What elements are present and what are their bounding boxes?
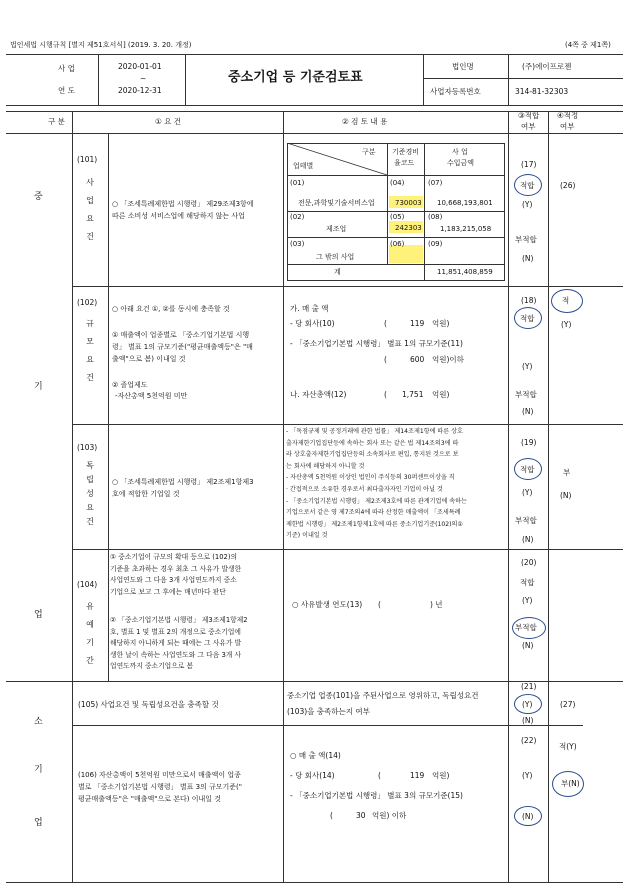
r106-rev-b-val: 119	[410, 771, 425, 780]
row-industry: 전문,과학및기술서비스업	[298, 199, 375, 207]
col-header-review: ② 검 토 내 용	[342, 117, 388, 126]
r103-col4-b: (N)	[560, 491, 572, 500]
r105-rev-1: 중소기업 업종(101)을 주된사업으로 영위하고, 독립성요건	[287, 691, 479, 700]
r103-req-2: 호에 적합한 기업일 것	[112, 490, 180, 498]
r102-rev-e-val: 1,751	[402, 390, 424, 399]
r106-rev-d-val: 30	[356, 811, 366, 820]
r101-fit-no: (17)	[521, 160, 537, 169]
r106-unfit-n: (N)	[522, 812, 534, 821]
r106-rev-b: - 당 회사(14)	[290, 771, 335, 780]
col-header-fit3-b: 여부	[521, 122, 536, 131]
r102-rev-a: 가. 매 출 액	[290, 304, 329, 313]
r102-fit-circle	[514, 307, 542, 329]
r102-fit-no: (18)	[521, 296, 537, 305]
r104-req-a: ① 중소기업이 규모의 확대 등으로 (102)의 기준을 초과하는 경우 최초 그 사유가 발생한 사업연도와 그 다음 3개 사업연도까지 중소 기업으로 보고 그 후에는 매년마다 판단	[110, 553, 242, 596]
r102-unfit-n: (N)	[522, 407, 534, 416]
row-code-no: (04)	[390, 179, 405, 187]
r101-fit-circle	[514, 174, 542, 196]
r104-rev: ○ 사유발생 연도(13)	[292, 600, 363, 609]
r101-req-1: ○ 「조세특례제한법 시행령」 제29조제3항에	[112, 200, 254, 208]
r102-rev-b-val: 119	[410, 319, 425, 328]
divider	[548, 111, 549, 882]
r103-name: 독 립 성 요 건	[86, 461, 94, 526]
col-header-fit4: ④적정	[557, 111, 579, 120]
divider	[508, 54, 509, 105]
r104-fit: 적합	[520, 578, 535, 587]
r105-col4: (27)	[560, 700, 576, 709]
col-header-category: 구 분	[48, 117, 65, 126]
r102-req-b3: 출액"으로 봄) 이내일 것	[112, 355, 186, 363]
r103-fit: 적합	[520, 465, 535, 474]
r104-rev-open: (	[378, 600, 381, 609]
corp-name-label: 법인명	[452, 62, 474, 71]
r104-fit-y: (Y)	[522, 596, 533, 605]
category-gi2: 기	[34, 765, 43, 775]
corp-name: (주)에이프로젠	[522, 62, 572, 71]
divider	[508, 111, 509, 882]
r106-rev-b-open: (	[378, 771, 381, 780]
row-no: (03)	[290, 240, 305, 248]
r104-req-b: ② 「중소기업기본법 시행령」 제3조제1항제2 호, 별표 1 및 별표 2의 개정으로 중소기업에 해당하지 아니하게 되는 때에는 그 사유가 발 생한 날이 속하는 사업연도와 그 다음 3개 사 업연도까지 중소기업으로 봄	[110, 616, 248, 670]
r102-col4-b: (Y)	[561, 320, 572, 329]
r102-unfit: 부적합	[515, 390, 537, 399]
divider	[72, 725, 583, 726]
r101-code: (101)	[77, 155, 98, 164]
r103-fit-circle	[514, 458, 542, 480]
divider	[287, 175, 505, 176]
r106-rev-c: - 「중소기업기본법 시행령」 별표 3의 규모기준(15)	[290, 791, 463, 800]
category-so: 소	[34, 717, 43, 727]
biz-no-label: 사업자등록번호	[430, 87, 481, 96]
r102-rev-e-unit: 억원)	[432, 390, 450, 399]
r106-fit-y: (Y)	[522, 771, 533, 780]
period-start: 2020-01-01	[118, 62, 162, 71]
r105-fit-circle	[514, 694, 542, 714]
row-code: 242303	[395, 224, 422, 232]
divider	[283, 111, 284, 882]
inner-hdr-code: 기준경비	[392, 148, 420, 156]
row-no: (02)	[290, 213, 305, 221]
row-code-no: (06)	[390, 240, 405, 248]
r106-rev-b-unit: 억원)	[432, 771, 450, 780]
row-amt-no: (07)	[428, 179, 443, 187]
divider	[72, 549, 623, 550]
category-gi: 기	[34, 382, 43, 392]
total-amount: 11,851,408,859	[437, 268, 493, 276]
top-table-mid	[423, 78, 623, 79]
row-industry: 그 밖의 사업	[316, 253, 355, 261]
row-industry: 제조업	[326, 225, 347, 233]
business-year-label: 사 업	[58, 64, 75, 73]
r106-rev-d-unit: 억원) 이하	[372, 811, 407, 820]
divider	[287, 237, 505, 238]
row-amt-no: (08)	[428, 213, 443, 221]
divider	[72, 111, 73, 681]
period-tilde: ~	[140, 74, 147, 83]
total-label: 계	[334, 268, 341, 276]
r106-rev-a: ○ 매 출 액(14)	[290, 751, 341, 760]
r102-col4-circle	[551, 289, 583, 313]
business-year-label-2: 연 도	[58, 86, 75, 95]
r102-name: 규 모 요 건	[86, 319, 94, 382]
r106-unfit-circle	[514, 806, 542, 826]
r104-unfit-circle	[512, 617, 546, 639]
r102-req-c1: ② 졸업제도	[112, 381, 148, 389]
r102-rev-c: - 「중소기업기본법 시행령」 별표 1의 규모기준(11)	[290, 339, 463, 348]
category-eop: 업	[34, 610, 43, 620]
r102-rev-b: - 당 회사(10)	[290, 319, 335, 328]
regulation-reference: 법인세법 시행규칙 [별지 제51호서식] (2019. 3. 20. 개정)	[10, 41, 192, 49]
r106-col4-circle	[552, 771, 584, 797]
r102-req-b1: ① 매출액이 업종별로 「중소기업기본법 시행	[112, 331, 250, 339]
r105-req: (105) 사업요건 및 독립성요건을 충족할 것	[78, 700, 219, 709]
r103-fit-no: (19)	[521, 438, 537, 447]
row-amt-no: (09)	[428, 240, 443, 248]
inner-hdr-rev: 사 업	[452, 148, 468, 156]
divider	[6, 133, 623, 134]
r102-rev-b-unit: 억원)	[432, 319, 450, 328]
divider	[423, 54, 424, 105]
r102-col4: 적	[562, 296, 570, 305]
divider	[72, 424, 623, 425]
r102-rev-e: 나. 자산총액(12)	[290, 390, 347, 399]
r105-fit-y: (Y)	[522, 700, 533, 709]
r102-req-a: ○ 아래 요건 ①, ②를 동시에 충족할 것	[112, 305, 230, 313]
r104-fit-no: (20)	[521, 558, 537, 567]
divider	[387, 143, 388, 264]
inner-hdr-rev-b: 수입금액	[447, 159, 475, 167]
r102-req-b2: 령」 별표 1의 규모기준("평균매출액등"은 "매	[112, 343, 253, 351]
r105-rev-2: (103)을 충족하는지 여부	[287, 707, 370, 716]
r103-unfit-n: (N)	[522, 535, 534, 544]
divider	[287, 264, 505, 265]
category-eop2: 업	[34, 818, 43, 828]
r103-code: (103)	[77, 443, 98, 452]
r101-req-2: 따른 소비성 서비스업에 해당하지 않는 사업	[112, 212, 245, 220]
r103-unfit: 부적합	[515, 516, 537, 525]
r102-rev-b-open: (	[384, 319, 387, 328]
r106-req-3: 평균매출액등"은 "매출액"으로 본다) 이내일 것	[78, 795, 222, 803]
row-amount: 10,668,193,801	[437, 199, 493, 207]
row-no: (01)	[290, 179, 305, 187]
r102-fit-y: (Y)	[522, 362, 533, 371]
r103-req-1: ○ 「조세특례제한법 시행령」 제2조제1항제3	[112, 478, 254, 486]
divider	[98, 54, 99, 105]
page-title: 중소기업 등 기준검토표	[228, 70, 363, 85]
r102-code: (102)	[77, 298, 98, 307]
row-code: 730003	[395, 199, 422, 207]
r102-fit: 적합	[520, 314, 535, 323]
r106-fit-no: (22)	[521, 736, 537, 745]
r101-fit: 적합	[520, 181, 535, 190]
r101-fit-y: (Y)	[522, 200, 533, 209]
r104-rev-unit: ) 년	[430, 600, 443, 609]
divider	[108, 133, 109, 681]
r103-fit-y: (Y)	[522, 488, 533, 497]
page-indicator: (4쪽 중 제1쪽)	[565, 41, 611, 49]
row-code-no: (05)	[390, 213, 405, 221]
inner-hdr-category: 구분	[362, 148, 376, 156]
divider	[72, 286, 623, 287]
col-header-fit4-b: 여부	[560, 122, 575, 131]
r104-unfit: 부적합	[515, 623, 537, 632]
r102-rev-d-unit: 억원)이하	[432, 355, 464, 364]
r106-col4-a: 적(Y)	[559, 742, 577, 751]
col-header-requirement: ① 요 건	[155, 117, 181, 126]
r106-req-2: 별로 「중소기업기본법 시행령」 별표 3의 규모기준("	[78, 783, 243, 791]
divider	[6, 882, 623, 883]
r102-rev-d-open: (	[384, 355, 387, 364]
inner-hdr-industry: 업태별	[293, 162, 314, 170]
r106-rev-d-open: (	[330, 811, 333, 820]
r105-fit-no: (21)	[521, 682, 537, 691]
r101-col4: (26)	[560, 181, 576, 190]
divider	[185, 54, 186, 105]
row-amount: 1,183,215,058	[440, 225, 492, 233]
r104-name: 유 예 기 간	[86, 602, 94, 665]
r102-rev-d-val: 600	[410, 355, 425, 364]
col-header-fit3: ③적합	[518, 111, 540, 120]
r102-req-c2: -자산총액 5천억원 미만	[115, 392, 188, 400]
top-table-bottom	[6, 105, 623, 106]
r104-code: (104)	[77, 580, 98, 589]
period-end: 2020-12-31	[118, 86, 162, 95]
r101-unfit: 부적합	[515, 235, 537, 244]
r102-rev-e-open: (	[384, 390, 387, 399]
r103-col4: 부	[563, 468, 571, 477]
r104-unfit-n: (N)	[522, 641, 534, 650]
divider	[72, 681, 73, 882]
r101-unfit-n: (N)	[522, 254, 534, 263]
biz-no: 314-81-32303	[515, 87, 569, 96]
r103-review: - 「독점규제 및 공정거래에 관한 법률」 제14조제1항에 따른 상호 출자제한기업집단등에 속하는 회사 또는 같은 법 제14조의3에 따 라 상호출자제한기업집단등의 소속회사로 편입, 통지된 것으로 보 는 회사에 해당하지 아니할 것 - 자산총액 5천억원 이상인 법인이 주식등의 30퍼센트이상을 직 · 간접적으로 소유한 경우로서 최다출자자인 기업이 아닐 것 - 「중소기업기본법 시행령」 제2조제3호에 따른 관계기업에 속하는 기업으로서 같은 영 제7조의4에 따라 산정한 매출액이 「조세특례 제한법 시행령」 제2조제1항제1호에 따른 중소기업기준(102)의① 기준) 이내일 것	[286, 428, 467, 540]
category-jung: 중	[34, 192, 43, 202]
r101-name: 사 업 요 건	[86, 178, 94, 241]
r106-col4-b: 부(N)	[561, 779, 580, 788]
r105-unfit-n: (N)	[522, 716, 534, 725]
divider	[424, 143, 425, 281]
r106-req-1: (106) 자산총액이 5천억원 미만으로서 매출액이 업종	[78, 771, 241, 779]
inner-hdr-code-b: 율코드	[394, 159, 415, 167]
